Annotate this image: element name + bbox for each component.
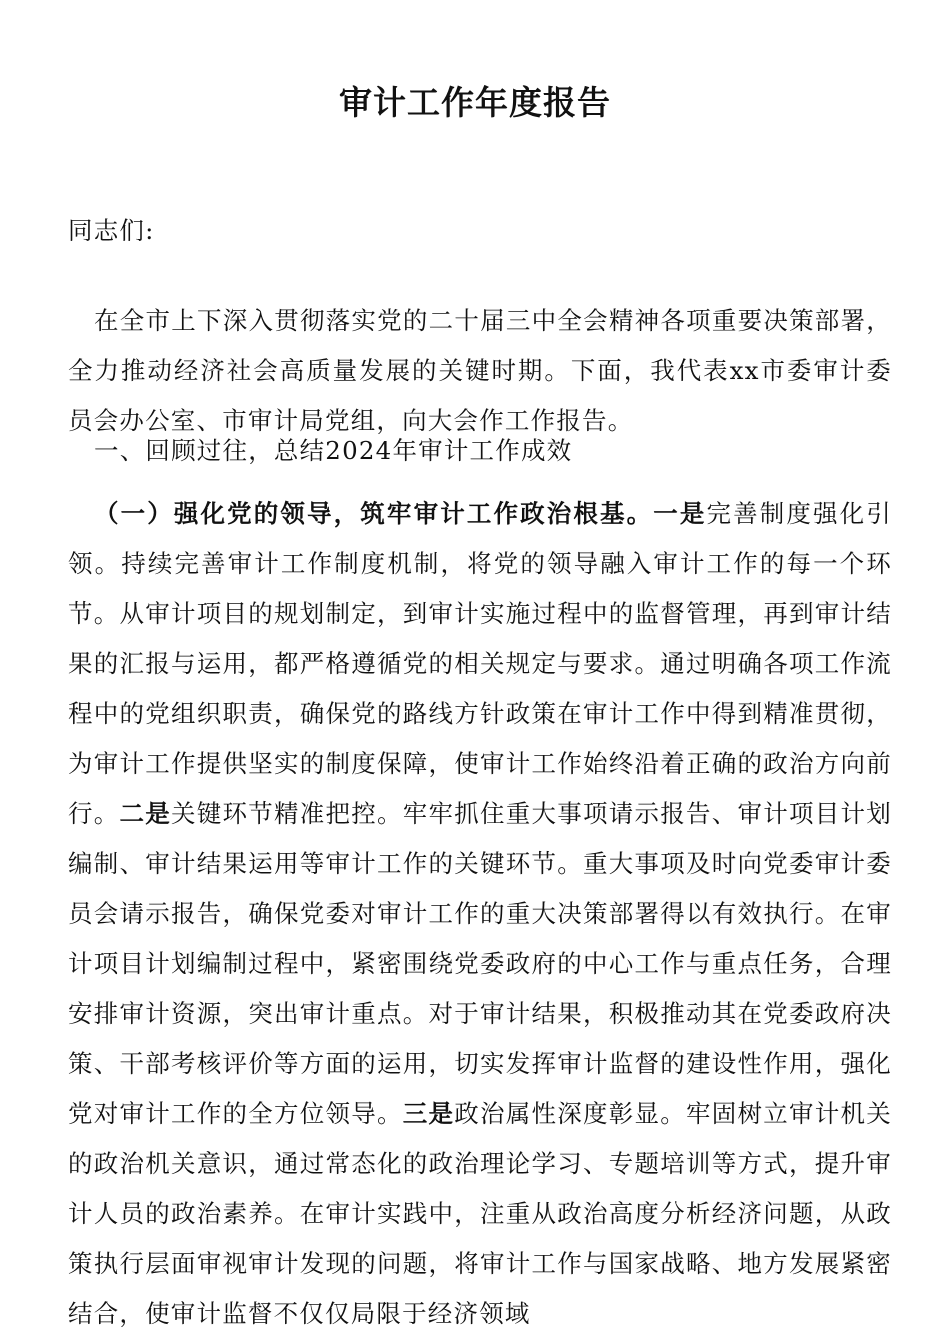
point-text-1: 完善制度强化引领。持续完善审计工作制度机制，将党的领导融入审计工作的每一个环节。从审计项目的规划制定，到审计实施过程中的监督管理，再到审计结果的汇报与运用，都严格遵循党的相关规定与要求。通过明确各项工作流程中的党组织职责，确保党的路线方针政策在审计工作中得到精准贯彻，为审计工作提供坚实的制度保障，使审计工作始终沿着正确的政治方向前行。	[68, 499, 892, 828]
point-text-2: 关键环节精准把控。牢牢抓住重大事项请示报告、审计项目计划编制、审计结果运用等审计工作的关键环节。重大事项及时向党委审计委员会请示报告，确保党委对审计工作的重大决策部署得以有效执行。在审计项目计划编制过程中，紧密围绕党委政府的中心工作与重点任务，合理安排审计资源，突出审计重点。对于审计结果，积极推动其在党委政府决策、干部考核评价等方面的运用，切实发挥审计监督的建设性作用，强化党对审计工作的全方位领导。	[68, 799, 893, 1128]
intro-paragraph: 在全市上下深入贯彻落实党的二十届三中全会精神各项重要决策部署，全力推动经济社会高质量发展的关键时期。下面，我代表xx市委审计委员会办公室、市审计局党组，向大会作工作报告。	[68, 306, 892, 435]
salutation: 同志们:	[68, 216, 155, 245]
section-heading-1: 一、回顾过往，总结2024年审计工作成效	[94, 436, 573, 465]
subsection-heading: （一）强化党的领导，筑牢审计工作政治根基。	[94, 499, 654, 528]
subsection-paragraph-1	[68, 489, 892, 1339]
point-lead-2: 二是	[119, 799, 172, 828]
document-title: 审计工作年度报告	[339, 83, 611, 122]
point-lead-1: 一是	[653, 499, 707, 528]
point-lead-3: 三是	[402, 1099, 455, 1128]
point-text-3: 政治属性深度彰显。牢固树立审计机关的政治机关意识，通过常态化的政治理论学习、专题培训等方式，提升审计人员的政治素养。在审计实践中，注重从政治高度分析经济问题，从政策执行层面审视审计发现的问题，将审计工作与国家战略、地方发展紧密结合，使审计监督不仅仅局限于经济领域	[68, 1099, 892, 1328]
